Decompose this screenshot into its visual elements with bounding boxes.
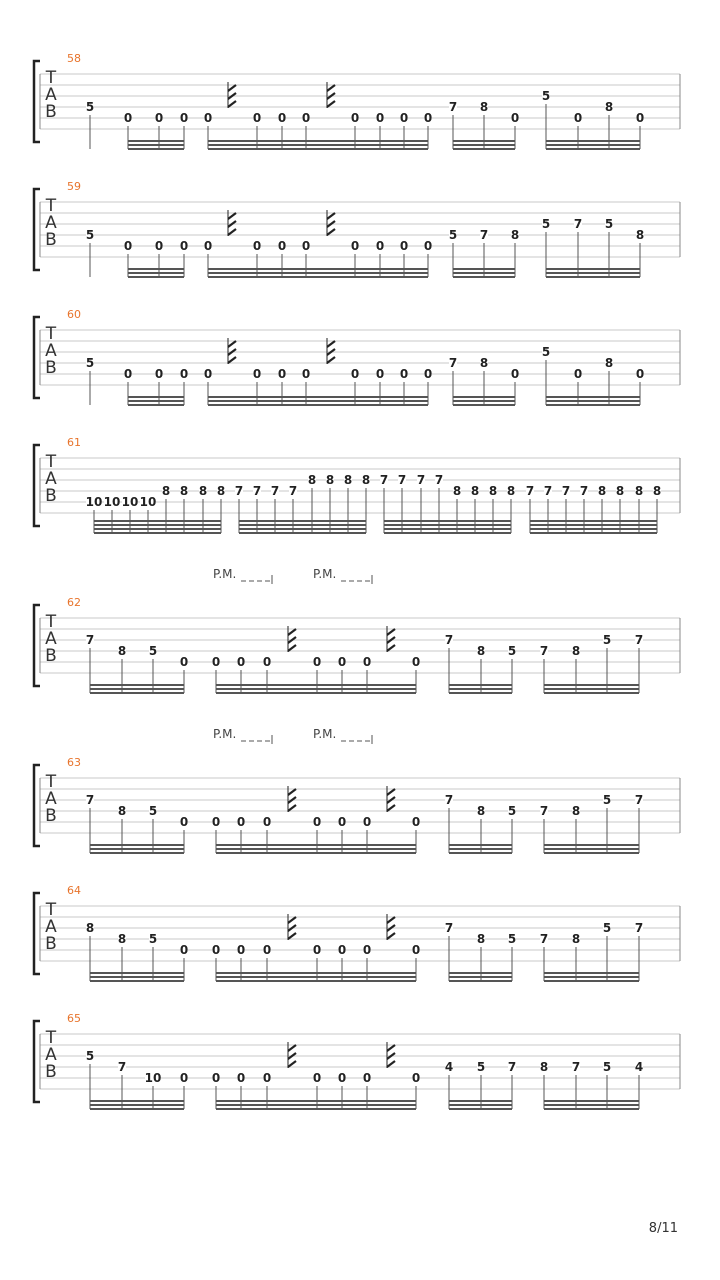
fret-number: 0 [411, 655, 421, 669]
fret-number: 7 [539, 932, 549, 946]
fret-number: 10 [144, 1071, 162, 1085]
fret-number: 7 [573, 217, 583, 231]
fret-number: 0 [262, 655, 272, 669]
fret-number: 8 [488, 484, 498, 498]
fret-number: 0 [399, 239, 409, 253]
tremolo-slash [228, 213, 236, 219]
fret-number: 0 [252, 239, 262, 253]
fret-number: 8 [571, 644, 581, 658]
fret-number: 7 [448, 356, 458, 370]
system-59 [34, 180, 680, 277]
tab-clef-letter: T [45, 196, 57, 216]
tremolo-slash [228, 341, 236, 347]
fret-number: 0 [301, 239, 311, 253]
fret-number: 8 [597, 484, 607, 498]
fret-number: 0 [211, 1071, 221, 1085]
fret-number: 0 [236, 655, 246, 669]
fret-number: 0 [211, 655, 221, 669]
fret-number: 7 [444, 921, 454, 935]
fret-number: 5 [602, 633, 612, 647]
fret-number: 8 [615, 484, 625, 498]
fret-number: 7 [85, 633, 95, 647]
fret-number: 7 [634, 793, 644, 807]
fret-number: 0 [236, 815, 246, 829]
fret-number: 4 [444, 1060, 454, 1074]
tab-clef-letter: B [45, 102, 57, 122]
fret-number: 0 [337, 943, 347, 957]
fret-number: 8 [479, 356, 489, 370]
system-58 [34, 52, 680, 149]
fret-number: 0 [277, 367, 287, 381]
fret-number: 0 [203, 111, 213, 125]
tab-clef-letter: A [45, 341, 57, 361]
fret-number: 0 [337, 1071, 347, 1085]
fret-number: 0 [252, 111, 262, 125]
fret-number: 0 [179, 655, 189, 669]
tab-clef-letter: T [45, 772, 57, 792]
tab-clef-letter: A [45, 629, 57, 649]
system-brace [34, 189, 40, 270]
fret-number: 0 [337, 655, 347, 669]
fret-number: 5 [85, 1049, 95, 1063]
fret-number: 8 [179, 484, 189, 498]
tremolo-slash [327, 229, 335, 235]
fret-number: 0 [635, 367, 645, 381]
fret-number: 7 [507, 1060, 517, 1074]
tremolo-slash [387, 917, 395, 923]
fret-number: 0 [236, 943, 246, 957]
tab-clef-letter: A [45, 85, 57, 105]
tremolo-slash [228, 101, 236, 107]
fret-number: 0 [312, 815, 322, 829]
fret-number: 5 [507, 932, 517, 946]
tab-clef-letter: A [45, 789, 57, 809]
fret-number: 7 [434, 473, 444, 487]
measure-number: 62 [67, 596, 81, 609]
fret-number: 7 [571, 1060, 581, 1074]
fret-number: 8 [604, 356, 614, 370]
measure-number: 61 [67, 436, 81, 449]
fret-number: 5 [85, 228, 95, 242]
measure-number: 59 [67, 180, 81, 193]
fret-number: 7 [416, 473, 426, 487]
tab-clef-letter: A [45, 469, 57, 489]
fret-number: 0 [154, 239, 164, 253]
fret-number: 0 [635, 111, 645, 125]
system-62 [34, 567, 680, 693]
page-number: 8/11 [648, 1221, 678, 1236]
tremolo-slash [288, 1045, 296, 1051]
fret-number: 0 [312, 1071, 322, 1085]
tab-clef-letter: B [45, 358, 57, 378]
fret-number: 8 [470, 484, 480, 498]
system-brace [34, 317, 40, 398]
fret-number: 0 [123, 367, 133, 381]
tremolo-slash [228, 85, 236, 91]
fret-number: 8 [476, 804, 486, 818]
fret-number: 0 [573, 367, 583, 381]
fret-number: 8 [510, 228, 520, 242]
fret-number: 0 [337, 815, 347, 829]
fret-number: 0 [423, 111, 433, 125]
fret-number: 0 [211, 943, 221, 957]
fret-number: 0 [154, 111, 164, 125]
tab-clef-letter: A [45, 917, 57, 937]
fret-number: 10 [85, 495, 103, 509]
tab-clef-letter: B [45, 486, 57, 506]
fret-number: 7 [252, 484, 262, 498]
tremolo-slash [228, 357, 236, 363]
tremolo-slash [288, 629, 296, 635]
fret-number: 0 [179, 943, 189, 957]
fret-number: 8 [604, 100, 614, 114]
fret-number: 5 [476, 1060, 486, 1074]
fret-number: 7 [539, 804, 549, 818]
fret-number: 8 [652, 484, 662, 498]
fret-number: 7 [579, 484, 589, 498]
fret-number: 0 [262, 1071, 272, 1085]
fret-number: 5 [85, 100, 95, 114]
fret-number: 0 [179, 111, 189, 125]
fret-number: 0 [423, 367, 433, 381]
tremolo-slash [387, 1061, 395, 1067]
fret-number: 0 [362, 655, 372, 669]
tremolo-slash [327, 341, 335, 347]
fret-number: 0 [123, 239, 133, 253]
fret-number: 0 [573, 111, 583, 125]
fret-number: 8 [216, 484, 226, 498]
tremolo-slash [327, 101, 335, 107]
fret-number: 0 [411, 943, 421, 957]
fret-number: 0 [179, 1071, 189, 1085]
fret-number: 0 [262, 815, 272, 829]
fret-number: 7 [539, 644, 549, 658]
fret-number: 0 [123, 111, 133, 125]
tremolo-slash [288, 789, 296, 795]
measure-number: 63 [67, 756, 81, 769]
tab-clef-letter: B [45, 934, 57, 954]
fret-number: 0 [375, 367, 385, 381]
fret-number: 5 [602, 921, 612, 935]
fret-number: 8 [476, 932, 486, 946]
fret-number: 7 [444, 633, 454, 647]
palm-mute-label: P.M. [213, 727, 237, 741]
fret-number: 0 [375, 239, 385, 253]
fret-number: 8 [198, 484, 208, 498]
system-brace [34, 893, 40, 974]
tab-clef-letter: B [45, 646, 57, 666]
fret-number: 0 [350, 239, 360, 253]
fret-number: 0 [411, 1071, 421, 1085]
system-brace [34, 61, 40, 142]
fret-number: 0 [510, 111, 520, 125]
fret-number: 5 [541, 345, 551, 359]
fret-number: 8 [571, 932, 581, 946]
fret-number: 0 [203, 239, 213, 253]
fret-number: 8 [325, 473, 335, 487]
fret-number: 0 [179, 815, 189, 829]
fret-number: 7 [397, 473, 407, 487]
tremolo-slash [288, 917, 296, 923]
fret-number: 7 [634, 921, 644, 935]
fret-number: 5 [148, 932, 158, 946]
fret-number: 0 [262, 943, 272, 957]
fret-number: 8 [571, 804, 581, 818]
tab-clef-letter: B [45, 1062, 57, 1082]
tremolo-slash [387, 805, 395, 811]
tremolo-slash [387, 629, 395, 635]
fret-number: 0 [301, 111, 311, 125]
fret-number: 0 [277, 239, 287, 253]
measure-number: 64 [67, 884, 81, 897]
measure-number: 60 [67, 308, 81, 321]
system-brace [34, 765, 40, 846]
fret-number: 8 [343, 473, 353, 487]
fret-number: 5 [541, 89, 551, 103]
fret-number: 8 [539, 1060, 549, 1074]
tremolo-slash [288, 645, 296, 651]
fret-number: 7 [234, 484, 244, 498]
fret-number: 0 [277, 111, 287, 125]
fret-number: 8 [161, 484, 171, 498]
tremolo-slash [387, 789, 395, 795]
fret-number: 8 [506, 484, 516, 498]
fret-number: 0 [399, 367, 409, 381]
measure-number: 58 [67, 52, 81, 65]
fret-number: 8 [452, 484, 462, 498]
fret-number: 10 [121, 495, 139, 509]
fret-number: 8 [307, 473, 317, 487]
tab-clef-letter: A [45, 213, 57, 233]
fret-number: 5 [448, 228, 458, 242]
palm-mute-label: P.M. [313, 727, 337, 741]
fret-number: 8 [117, 644, 127, 658]
system-60 [34, 308, 680, 405]
fret-number: 0 [312, 655, 322, 669]
fret-number: 8 [361, 473, 371, 487]
system-brace [34, 1021, 40, 1102]
fret-number: 7 [85, 793, 95, 807]
fret-number: 5 [85, 356, 95, 370]
fret-number: 0 [411, 815, 421, 829]
tremolo-slash [327, 213, 335, 219]
fret-number: 8 [476, 644, 486, 658]
fret-number: 0 [375, 111, 385, 125]
fret-number: 0 [399, 111, 409, 125]
fret-number: 0 [312, 943, 322, 957]
tremolo-slash [288, 933, 296, 939]
fret-number: 7 [288, 484, 298, 498]
fret-number: 7 [543, 484, 553, 498]
palm-mute-label: P.M. [313, 567, 337, 581]
fret-number: 5 [148, 804, 158, 818]
fret-number: 7 [270, 484, 280, 498]
fret-number: 7 [448, 100, 458, 114]
tremolo-slash [327, 85, 335, 91]
system-63 [34, 727, 680, 853]
fret-number: 7 [379, 473, 389, 487]
fret-number: 0 [350, 367, 360, 381]
palm-mute-label: P.M. [213, 567, 237, 581]
fret-number: 7 [479, 228, 489, 242]
fret-number: 0 [203, 367, 213, 381]
system-65 [34, 1012, 680, 1109]
fret-number: 5 [604, 217, 614, 231]
tab-clef-letter: T [45, 68, 57, 88]
tab-clef-letter: T [45, 612, 57, 632]
fret-number: 10 [103, 495, 121, 509]
tremolo-slash [387, 933, 395, 939]
fret-number: 0 [211, 815, 221, 829]
tab-clef-letter: A [45, 1045, 57, 1065]
fret-number: 0 [236, 1071, 246, 1085]
tab-clef-letter: T [45, 900, 57, 920]
tab-clef-letter: T [45, 1028, 57, 1048]
fret-number: 0 [154, 367, 164, 381]
fret-number: 5 [602, 1060, 612, 1074]
tab-clef-letter: T [45, 452, 57, 472]
tremolo-slash [327, 357, 335, 363]
tab-clef-letter: T [45, 324, 57, 344]
system-61 [34, 436, 680, 533]
fret-number: 0 [423, 239, 433, 253]
fret-number: 8 [117, 804, 127, 818]
fret-number: 5 [148, 644, 158, 658]
fret-number: 10 [139, 495, 157, 509]
fret-number: 7 [444, 793, 454, 807]
fret-number: 0 [179, 367, 189, 381]
fret-number: 5 [507, 644, 517, 658]
fret-number: 7 [117, 1060, 127, 1074]
fret-number: 0 [179, 239, 189, 253]
fret-number: 0 [362, 943, 372, 957]
fret-number: 5 [541, 217, 551, 231]
fret-number: 8 [117, 932, 127, 946]
fret-number: 8 [85, 921, 95, 935]
fret-number: 7 [634, 633, 644, 647]
system-64 [34, 884, 680, 981]
fret-number: 4 [634, 1060, 644, 1074]
fret-number: 0 [510, 367, 520, 381]
tab-clef-letter: B [45, 806, 57, 826]
tab-clef-letter: B [45, 230, 57, 250]
tremolo-slash [288, 1061, 296, 1067]
system-brace [34, 605, 40, 686]
fret-number: 5 [507, 804, 517, 818]
measure-number: 65 [67, 1012, 81, 1025]
tremolo-slash [288, 805, 296, 811]
fret-number: 0 [350, 111, 360, 125]
fret-number: 8 [634, 484, 644, 498]
fret-number: 0 [362, 815, 372, 829]
tremolo-slash [228, 229, 236, 235]
fret-number: 7 [561, 484, 571, 498]
tremolo-slash [387, 1045, 395, 1051]
fret-number: 0 [252, 367, 262, 381]
fret-number: 0 [301, 367, 311, 381]
system-brace [34, 445, 40, 526]
fret-number: 5 [602, 793, 612, 807]
fret-number: 7 [525, 484, 535, 498]
tremolo-slash [387, 645, 395, 651]
fret-number: 8 [635, 228, 645, 242]
fret-number: 0 [362, 1071, 372, 1085]
fret-number: 8 [479, 100, 489, 114]
